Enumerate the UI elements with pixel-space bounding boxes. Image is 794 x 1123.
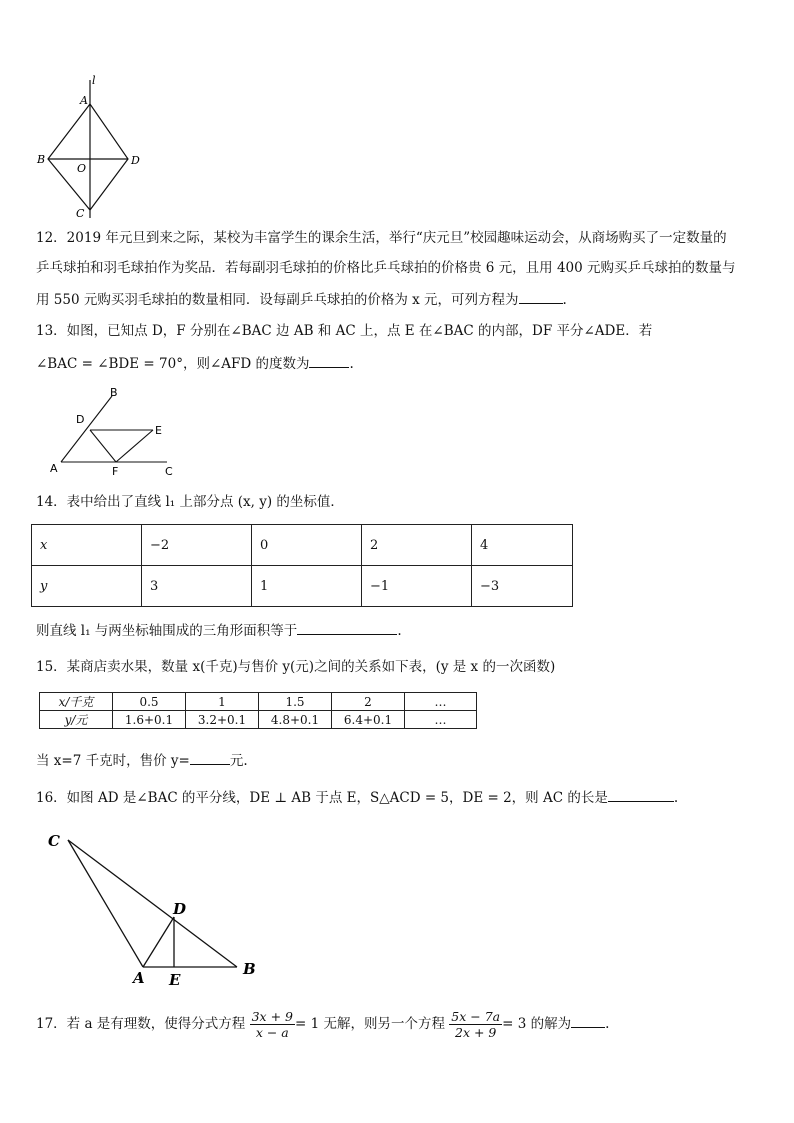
label-a: A	[80, 94, 88, 107]
table-cell: 4.8+0.1	[259, 711, 332, 729]
label-b: B	[243, 960, 256, 978]
label-c: C	[48, 832, 60, 850]
q14-end: .	[397, 623, 402, 639]
side-ca	[68, 840, 143, 967]
q14-answer-blank	[297, 620, 397, 635]
q17-end: .	[605, 1016, 610, 1032]
segment-df	[90, 430, 116, 462]
q13-line1: 13．如图，已知点 D，F 分别在∠BAC 边 AB 和 AC 上，点 E 在∠BAC 的内部，DF 平分∠ADE．若	[36, 323, 653, 339]
q17-fraction-2-numerator: 5x − 7a	[451, 1009, 501, 1024]
q16-text	[36, 787, 678, 808]
q13-line2-text: ∠BAC = ∠BDE = 70°，则∠AFD 的度数为	[36, 356, 310, 372]
q13-end: .	[349, 356, 354, 372]
q12-line1: 12．2019 年元旦到来之际，某校为丰富学生的课余生活，举行“庆元旦”校园趣味运动会，从商场购买了一定数量的	[36, 230, 727, 246]
q14-after-text: 则直线 l₁ 与两坐标轴围成的三角形面积等于	[36, 623, 298, 639]
q15-end: 元.	[229, 753, 248, 769]
table-cell: −3	[472, 566, 573, 607]
q16-text-body: 16．如图 AD 是∠BAC 的平分线，DE ⊥ AB 于点 E，S△ACD = 5，DE = 2，则 AC 的长是	[36, 790, 608, 806]
table-cell: x/千克	[40, 693, 113, 711]
q17	[36, 1004, 609, 1044]
table-cell: 4	[472, 525, 573, 566]
table-cell: …	[405, 711, 477, 729]
q16-answer-blank	[608, 787, 674, 802]
q13-answer-blank	[309, 353, 349, 368]
label-b: B	[37, 153, 46, 166]
q17-fraction-1	[250, 1009, 295, 1040]
table-row	[32, 566, 573, 607]
q17-post: = 3 的解为	[502, 1016, 572, 1032]
q12-line3	[36, 289, 567, 310]
table-cell: 2	[332, 693, 405, 711]
table-cell: 0	[252, 525, 362, 566]
table-cell: x	[32, 525, 142, 566]
q15-text: 15．某商店卖水果，数量 x(千克)与售价 y(元)之间的关系如下表，(y 是 x 的一次函数)	[36, 659, 556, 675]
table-cell: 0.5	[113, 693, 186, 711]
figure-triangle	[40, 825, 270, 993]
q12-line3-text: 用 550 元购买羽毛球拍的数量相同．设每副乒乓球拍的价格为 x 元，可列方程为	[36, 292, 519, 308]
table-row	[40, 693, 477, 711]
table-row	[32, 525, 573, 566]
label-d: D	[131, 154, 140, 167]
table-cell: …	[405, 693, 477, 711]
side-cb	[68, 840, 237, 967]
table-cell: 1	[186, 693, 259, 711]
label-l: l	[92, 74, 96, 87]
ray-ab	[61, 396, 112, 462]
q14-after	[36, 620, 402, 641]
table-cell: 1.6+0.1	[113, 711, 186, 729]
table-cell: y/元	[40, 711, 113, 729]
table-cell: 3.2+0.1	[186, 711, 259, 729]
figure-rhombus	[30, 70, 160, 220]
q12-end: .	[562, 292, 567, 308]
q17-fraction-2	[449, 1009, 502, 1040]
label-o: O	[77, 162, 87, 175]
q17-pre: 17．若 a 是有理数，使得分式方程	[36, 1016, 246, 1032]
label-e: E	[169, 971, 181, 989]
table-cell: 1.5	[259, 693, 332, 711]
q13-line2	[36, 353, 354, 374]
q17-fraction-1-numerator: 3x + 9	[251, 1009, 293, 1024]
q12-line2: 乒乓球拍和羽毛球拍作为奖品．若每副羽毛球拍的价格比乒乓球拍的价格贵 6 元，且用 400 元购买乒乓球拍的数量与	[36, 260, 736, 276]
label-a: A	[50, 462, 58, 475]
label-f: F	[112, 465, 119, 478]
q14-table	[31, 524, 573, 607]
label-d: D	[173, 900, 187, 918]
q15-after-text: 当 x=7 千克时，售价 y=	[36, 753, 190, 769]
figure-parallelogram	[45, 382, 195, 480]
label-c: C	[165, 465, 173, 478]
q16-end: .	[673, 790, 679, 806]
table-cell: 3	[142, 566, 252, 607]
q12-answer-blank	[519, 289, 563, 304]
q15-answer-blank	[190, 750, 230, 765]
label-e: E	[155, 424, 162, 437]
label-a: A	[133, 969, 145, 987]
q15-after	[36, 750, 248, 771]
table-cell: 1	[252, 566, 362, 607]
table-cell: y	[32, 566, 142, 607]
q15-table	[39, 692, 477, 729]
q17-fraction-1-denominator: x − a	[255, 1025, 289, 1040]
table-cell: 6.4+0.1	[332, 711, 405, 729]
bisector-ad	[143, 917, 174, 967]
table-cell: −1	[362, 566, 472, 607]
q17-fraction-2-denominator: 2x + 9	[455, 1025, 497, 1040]
table-cell: −2	[142, 525, 252, 566]
segment-ef	[116, 430, 153, 462]
label-d: D	[76, 413, 85, 426]
q17-mid: = 1 无解，则另一个方程	[295, 1016, 445, 1032]
label-b: B	[110, 386, 118, 399]
label-c: C	[76, 207, 85, 220]
table-cell: 2	[362, 525, 472, 566]
rhombus-abcd	[48, 104, 128, 210]
q14-text: 14．表中给出了直线 l₁ 上部分点 (x, y) 的坐标值．	[36, 494, 344, 510]
q17-answer-blank	[571, 1013, 605, 1028]
table-row	[40, 711, 477, 729]
